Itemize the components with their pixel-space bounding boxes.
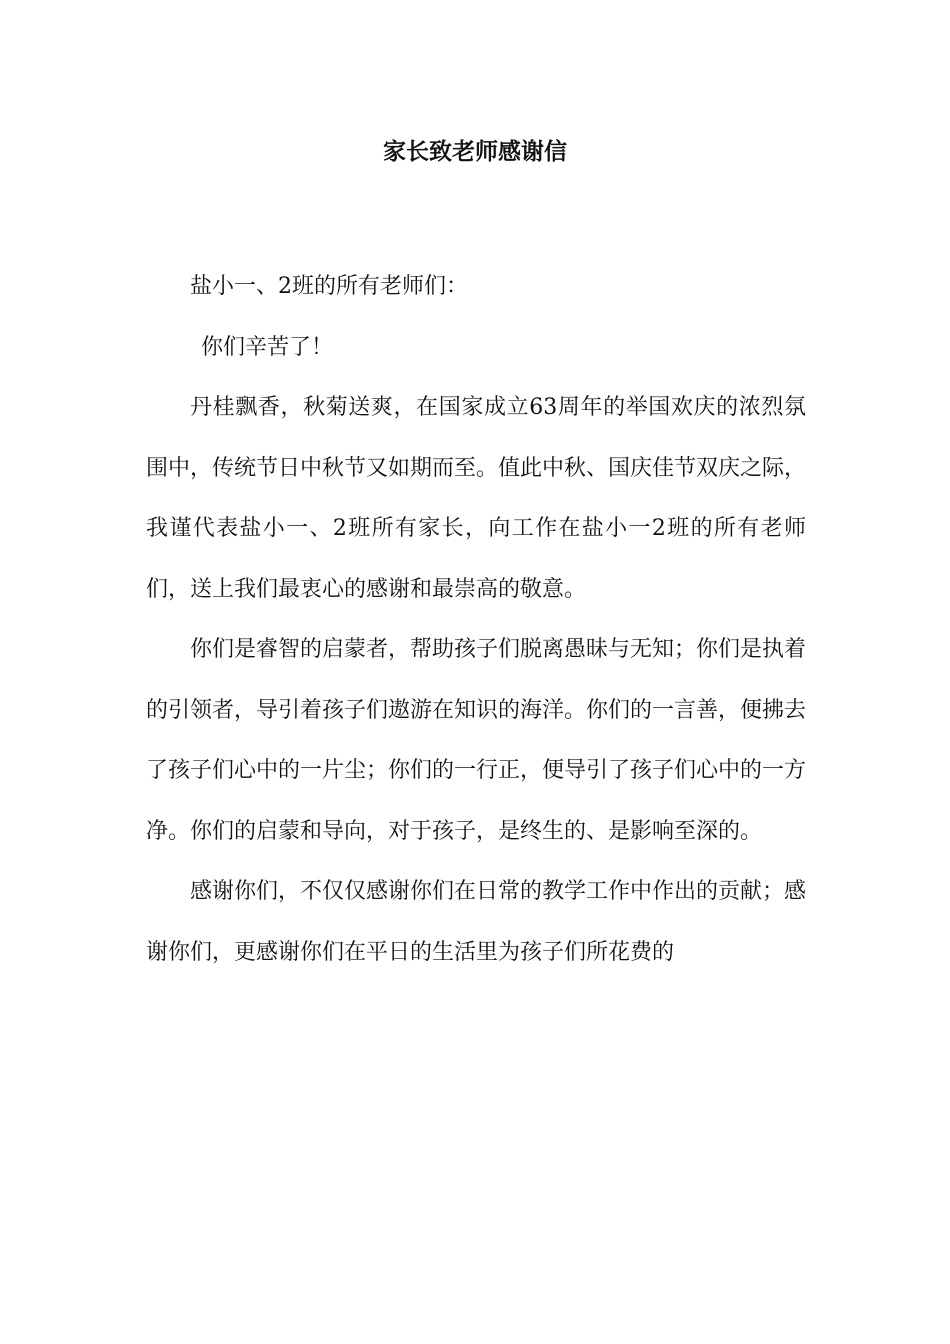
paragraph-1: 丹桂飘香，秋菊送爽，在国家成立63周年的举国欢庆的浓烈氛围中，传统节日中秋节又如期而至。值此中秋、国庆佳节双庆之际，我谨代表盐小一、2班所有家长，向工作在盐小一2班的所有老师们，送上我们最衷心的感谢和最崇高的敬意。 <box>146 395 807 602</box>
document-title: 家长致老师感谢信 <box>383 138 567 165</box>
paragraph-2: 你们是睿智的启蒙者，帮助孩子们脱离愚昧与无知；你们是执着的引领者，导引着孩子们遨游在知识的海洋。你们的一言善，便拂去了孩子们心中的一片尘；你们的一行正，便导引了孩子们心中的一方净。你们的启蒙和导向，对于孩子，是终生的、是影响至深的。 <box>146 637 807 844</box>
letter-body <box>146 257 806 983</box>
salutation: 盐小一、2班的所有老师们： <box>190 274 468 299</box>
greeting: 你们辛苦了！ <box>201 334 334 360</box>
paragraph-3: 感谢你们，不仅仅感谢你们在日常的教学工作中作出的贡献；感谢你们，更感谢你们在平日的生活里为孩子们所花费的 <box>146 879 807 965</box>
